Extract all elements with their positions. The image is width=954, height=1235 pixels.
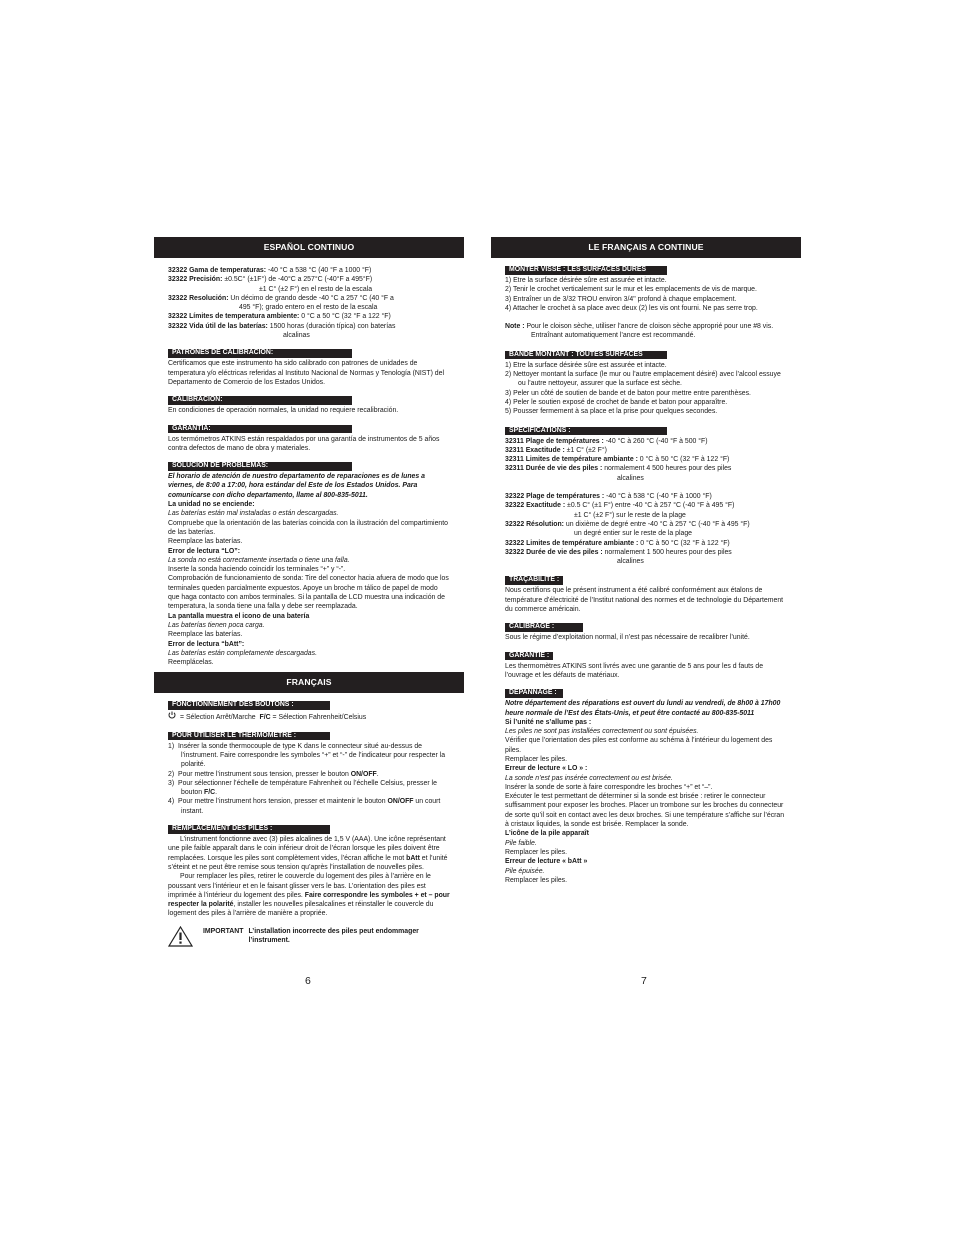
section-label-calibrage: CALIBRAGE : [505, 623, 583, 632]
spec-line: un degré entier sur le reste de la plage [574, 530, 692, 538]
fc-button-label: F/C [259, 714, 271, 722]
spec-line: ±1 C° (±2 F°) en el resto de la escala [259, 285, 373, 293]
problem-fix: Reemplace las baterías. [168, 538, 243, 546]
spec-value: ±0.5C° (±1F°) de -40°C a 257°C (-40°F a 495°F) [222, 276, 373, 284]
list-item [505, 398, 789, 407]
section-label-garantie: GARANTIE : [505, 652, 553, 661]
problem-title: Error de lectura “bAtt”: [168, 640, 245, 648]
important-warning [168, 926, 450, 947]
piles-text: L’instrument fonctionne avec (3) piles alcalines de 1,5 V (AAA). Une icône représentant une pile faible apparaît dans le coin inférieur droit de l’écran lorsque les piles doivent être remplacées. Lorsque les piles sont complètement vides, l’écran affiche le mot [168, 836, 446, 862]
spec-line [505, 501, 789, 510]
calibracion-text: En condiciones de operación normales, la unidad no requiere recalibración. [168, 407, 399, 415]
item-number: 5) [505, 408, 512, 416]
item-number: 4) [168, 798, 175, 806]
specs-32322 [505, 492, 789, 566]
problem-cause: Les piles ne sont pas installées correctement ou sont épuisées. [505, 728, 699, 736]
utiliser-list [168, 742, 450, 816]
item-text: Pour mettre l’instrument sous tension, presser le bouton [177, 770, 351, 778]
page-number-right: 7 [641, 975, 647, 987]
note-key: Note : [505, 323, 525, 331]
spec-value: 0 °C a 50 °C (32 °F a 122 °F) [299, 313, 391, 321]
piles-bold: bAtt [406, 854, 420, 862]
spec-line [168, 312, 450, 321]
spec-line [168, 266, 450, 275]
problem-fix: Exécuter le test permettant de déterminer si la sonde est brisée : retirer le connecteur suffisamment pour exposer les broches. Placer un trombone sur les broches du connecteur de sorte qu’il soit en contact avec les deux broches. Si une température s’affiche sur l’écran à cristaux liquides, la sonde est brisée. Remplacer la sonde. [505, 793, 785, 829]
specs-32311 [505, 437, 789, 483]
spec-value: 0 °C à 50 °C (32 °F à 122 °F) [638, 539, 730, 547]
spec-value: -40 °C a 538 °C (40 °F a 1000 °F) [266, 267, 372, 274]
spec-key: 32311 Limites de température ambiante : [505, 456, 638, 464]
spec-key: 32322 Plage de températures : [505, 493, 605, 501]
problem-title: La unidad no se enciende: [168, 501, 255, 509]
spec-value: -40 °C à 260 °C (-40 °F à 500 °F) [603, 437, 708, 445]
section-label-depannage: DÉPANNAGE : [505, 689, 563, 698]
problem-title: Erreur de lecture « bAtt » [505, 858, 588, 866]
power-button-icon [168, 711, 176, 723]
problem-title: Si l’unité ne s’allume pas : [505, 718, 592, 726]
banner-francais: FRANÇAIS [154, 672, 464, 693]
item-text: Tenir le crochet verticalement sur le mur et les emplacements de vis de marque. [512, 286, 757, 294]
important-message: L’installation incorrecte des piles peut endommager l’instrument. [248, 927, 419, 945]
item-number: 3) [505, 389, 512, 397]
spec-key: 32322 Limites de température ambiante : [505, 539, 639, 547]
section-label-tracabilite: TRAÇABILITÉ : [505, 576, 563, 585]
item-text: un court instant. [181, 798, 441, 815]
problem-cause: La sonde n’est pas insérée correctement ou est brisée. [505, 774, 673, 782]
problem-cause: Las baterías tienen poca carga. [168, 621, 265, 629]
spec-key: 32311 Plage de températures : [505, 437, 604, 445]
note-paragraph [505, 322, 789, 341]
spec-line [505, 492, 789, 501]
list-item [505, 295, 789, 304]
spec-key: 32322 Durée de vie des piles : [505, 548, 603, 556]
item-text: Pousser fermement à sa place et la prise pour quelques secondes. [513, 408, 718, 416]
banner-francais-continue: LE FRANÇAIS A CONTINUE [491, 237, 801, 258]
problem-fix: Compruebe que la orientación de las baterías coincida con la ilustración del compartimiento de las baterías. [168, 519, 448, 536]
spec-key: 32322 Résolution: [505, 520, 564, 528]
problem-title: Error de lectura “LO”: [168, 547, 240, 555]
item-number: 1) [505, 361, 512, 369]
item-number: 3) [168, 779, 175, 787]
problem-fix: Insérer la sonde de sorte à faire correspondre les broches “+” et “–”. [505, 783, 713, 791]
spec-line: 495 °F); grado entero en el resto de la escala [239, 304, 378, 312]
piles-text: Pour remplacer les piles, retirer le couvercle du logement des piles à l’arrière en le poussant vers l’intérieur et en le faisant glisser vers le bas. L’orientation des piles est imprimée à l’intérieur du logement des piles. [168, 873, 431, 899]
solucion-intro: El horario de atención de nuestro departamento de reparaciones es de lunes a viernes, de 8:00 a 17:00, hora estándar del Este de los Estados Unidos. Para comunicarse con dicho departamento, llame al 800-835-5011. [168, 473, 425, 499]
spec-value: -40 °C à 538 °C (-40 °F à 1000 °F) [604, 493, 712, 501]
piles-paragraph [168, 872, 450, 918]
spec-line [168, 275, 450, 284]
tracabilite-text: Nous certifions que le présent instrument a été calibré conformément aux étalons de température d’électricité de l’Institut national des normes et de technologie du Département du commerce américain. [505, 587, 784, 614]
item-text: Attacher le crochet à sa place avec deux (2) les vis ont fourni. Ne pas serre trop. [512, 304, 758, 312]
section-label-piles: REMPLACEMENT DES PILES : [168, 825, 330, 834]
spec-line: alcalinas [283, 332, 310, 340]
patrones-text: Certificamos que este instrumento ha sido calibrado con patrones de unidades de temperatura y/o eléctricas referidas al Instituto Nacional de Normas y Tenología (NIST) del Departamento de Comercio de los Estados Unidos. [168, 360, 445, 386]
important-key: IMPORTANT [203, 927, 244, 935]
spec-key: 32322 Vida útil de las baterías: [168, 322, 268, 330]
spec-key: 32322 Gama de temperaturas: [168, 267, 267, 274]
note-text: Pour le cloison sèche, utiliser l’ancre de cloison sèche approprié pour une #8 vis. Entraînant automatiquement l’ancre est recommandé. [524, 323, 774, 340]
item-text: Pour mettre l’instrument hors tension, presser et maintenir le bouton [177, 798, 388, 806]
list-item [168, 797, 450, 816]
spec-value: Un décimo de grando desde -40 °C a 257 °C (40 °F a [228, 294, 394, 302]
item-bold: ON/OFF [350, 770, 377, 778]
list-item [505, 285, 789, 294]
problem-cause: Pile épuisée. [505, 867, 545, 875]
calibrage-text: Sous le régime d’exploitation normal, il n’est pas nécessaire de recalibrer l’unité. [505, 634, 750, 642]
item-text: Pour sélectionner l’échelle de température Fahrenheit ou l’échelle Celsius, presser le bouton [177, 779, 437, 797]
spec-line [505, 437, 789, 446]
problem-cause: Las baterías están completamente descargadas. [168, 649, 318, 657]
left-french-content [154, 693, 464, 946]
list-item [505, 361, 789, 370]
left-page [154, 237, 464, 947]
spec-key: 32311 Exactitude : [505, 446, 565, 454]
list-item [505, 304, 789, 313]
important-text [203, 927, 448, 946]
item-number: 4) [505, 398, 512, 406]
section-label-patrones: PATRONES DE CALIBRACIÓN: [168, 349, 352, 358]
problem-fix: Reemplace las baterías. [168, 631, 243, 639]
right-page [491, 237, 801, 885]
section-label-bande: BANDE MONTANT : TOUTES SURFACES [505, 351, 667, 360]
spec-key: 32311 Durée de vie des piles : [505, 465, 603, 473]
problem-title: Erreur de lecture « LO » : [505, 765, 588, 773]
spec-key: 32322 Resolución: [168, 294, 229, 302]
item-text: Nettoyer montant la surface (le mur ou l’autre emplacement désiré) avec l’alcool essuye ou l’autre nettoyeur, assurer que la surface est sèche. [513, 371, 781, 388]
piles-paragraph [168, 835, 450, 872]
spec-line: alcalines [617, 558, 644, 566]
fonctionnement-power-label: = Sélection Arrêt/Marche [180, 714, 256, 722]
spec-line [168, 294, 450, 303]
spec-key: 32322 Exactitude : [505, 502, 566, 510]
spec-value: ±0.5 C° (±1 F°) entre -40 °C à 257 °C (-40 °F à 495 °F) [565, 502, 735, 510]
spec-value: normalement 4 500 heures pour des piles [602, 465, 732, 473]
problem-cause: Pile faible. [505, 839, 537, 847]
problem-cause: La sonda no está correctamente insertada o tiene una falla. [168, 556, 350, 564]
list-item [168, 779, 450, 798]
visse-list [505, 276, 789, 313]
spec-line [505, 539, 789, 548]
spec-value: 0 °C à 50 °C (32 °F à 122 °F) [637, 456, 730, 464]
section-label-solucion: SOLUCIÓN DE PROBLEMAS: [168, 462, 352, 471]
spec-value: ±1 C° (±2 F°) [564, 446, 607, 454]
spec-line [505, 464, 789, 473]
problem-fix: Inserte la sonda haciendo coincidir los terminales “+” y “-”. [168, 566, 346, 574]
item-text: Peler un côté de soutien de bande et de baton pour mettre entre parenthèses. [513, 389, 751, 397]
spec-line [505, 548, 789, 557]
problem-fix: Reemplácelas. [168, 659, 214, 667]
list-item [505, 389, 789, 398]
list-item [505, 407, 789, 416]
piles-text: et l’unité s’éteint et ne peut être remise sous tension qu’après l’installation de nouvelles piles. [168, 854, 448, 871]
page-number-left: 6 [305, 975, 311, 987]
spec-line [505, 520, 789, 529]
section-label-utiliser: POUR UTILISER LE THERMOMÈTRE : [168, 732, 330, 741]
problem-title: La pantalla muestra el icono de una batería [168, 612, 310, 620]
spec-key: 32322 Precisión: [168, 276, 223, 284]
fonctionnement-line [168, 711, 450, 723]
problem-title: L’icône de la pile apparaît [505, 830, 589, 838]
item-text: Etre la surface désirée sûre est assurée et intacte. [513, 277, 667, 284]
fonctionnement-fc-label: = Sélection Fahrenheit/Celsius [272, 714, 367, 722]
item-number: 2) [505, 286, 512, 294]
item-bold: ON/OFF [387, 798, 414, 806]
item-text: . [376, 770, 379, 778]
problem-cause: Las baterías están mal instaladas o están descargadas. [168, 510, 339, 518]
item-text: Etre la surface désirée sûre est assurée et intacte. [513, 361, 667, 369]
section-label-calibracion: CALIBRACIÓN: [168, 396, 352, 405]
problem-fix: Remplacer les piles. [505, 755, 568, 763]
item-text: Entraîner un de 3/32 TROU environ 3/4" profond à chaque emplacement. [513, 295, 737, 303]
section-label-fonctionnement: FONCTIONNEMENT DES BOUTONS : [168, 701, 330, 710]
section-label-garantia: GARANTÍA: [168, 425, 352, 434]
item-number: 4) [505, 304, 512, 312]
item-text: Insérer la sonde thermocouple de type K dans le connecteur situé au-dessus de l’instrument. Faire correspondre les symboles “+” et “-” de l’indicateur pour respecter la polarité. [177, 742, 446, 769]
list-item [505, 370, 789, 389]
spec-value: un dixième de degré entre -40 °C à 257 °C (-40 °F à 495 °F) [563, 520, 750, 528]
list-item [505, 276, 789, 285]
right-content [491, 258, 801, 885]
item-text: Peler le soutien exposé de crochet de bande et baton pour apparaître. [513, 398, 728, 406]
garantie-text: Les thermomètres ATKINS sont livrés avec une garantie de 5 ans pour les d fauts de l’ouvrage et les défauts de matériaux. [505, 662, 764, 679]
item-number: 1) [168, 742, 175, 750]
piles-bold: Faire correspondre les symboles + et – pour respecter la polarité [168, 891, 450, 909]
piles-text: , installer les nouvelles pilesalcalines et réinstaller le couvercle du logement des piles à l’arrière de manière a propriée. [168, 901, 434, 918]
item-text: . [215, 789, 218, 797]
warning-triangle-icon [168, 926, 193, 947]
banner-espanol-continuo: ESPAÑOL CONTINUO [154, 237, 464, 258]
problem-fix: Remplacer les piles. [505, 876, 568, 884]
problem-fix: Vérifier que l’orientation des piles est conforme au schéma à l’intérieur du logement des piles. [505, 737, 773, 754]
section-label-monter-visse: MONTER VISSE : LES SURFACES DURES [505, 266, 667, 275]
specs-block [168, 266, 450, 340]
spec-line [168, 322, 450, 331]
left-content [154, 266, 464, 667]
item-number: 2) [505, 371, 512, 379]
item-number: 3) [505, 295, 512, 303]
spec-value: normalement 1 500 heures pour des piles [602, 548, 732, 556]
list-item [168, 742, 450, 770]
depannage-intro: Notre département des réparations est ouvert du lundi au vendredi, de 8h00 à 17h00 heure normale de l’Est des États-Unis, et peut être contacté au 800-835-5011 [505, 700, 781, 717]
spec-key: 32322 Límites de temperatura ambiente: [168, 313, 300, 321]
spec-line [505, 455, 789, 464]
item-number: 1) [505, 277, 512, 284]
item-number: 2) [168, 770, 175, 778]
spec-line: ±1 C° (±2 F°) sur le reste de la plage [574, 511, 686, 519]
problem-fix: Remplacer les piles. [505, 848, 568, 856]
spec-value: 1500 horas (duración típica) con baterías [267, 322, 396, 330]
item-bold: F/C [204, 789, 216, 797]
section-label-specifications: SPÉCIFICATIONS : [505, 427, 667, 436]
garantia-text: Los termómetros ATKINS están respaldados por una garantía de instrumentos de 5 años contra defectos de mano de obra y materiales. [168, 435, 440, 452]
problem-fix: Comprobación de funcionamiento de sonda: Tire del conector hacia afuera de modo que los terminales queden parcialmente expuestos. Apoye un broche m tálico de papel de modo que haga contacto con ambos terminales. Si la pantalla de LCD muestra una indicación de temperatura, la sonda tiene una falla y debe ser reemplazada. [168, 575, 449, 611]
bande-list [505, 361, 789, 417]
spec-line [505, 446, 789, 455]
list-item [168, 770, 450, 779]
spec-line: alcalines [617, 474, 644, 482]
